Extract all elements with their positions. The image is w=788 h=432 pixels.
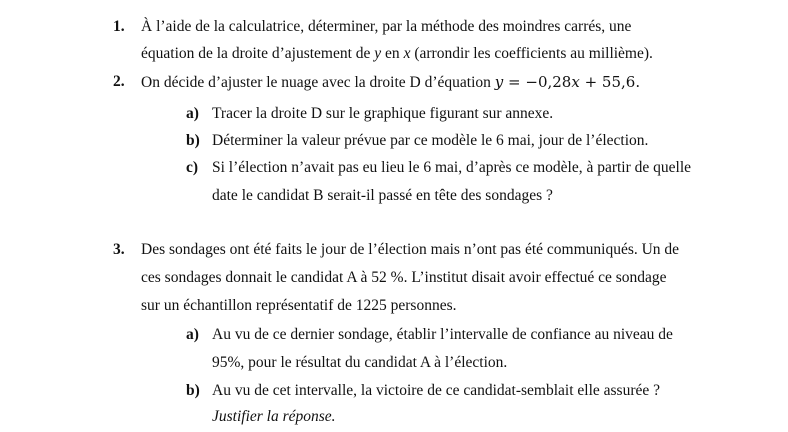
question-2c-text-line-1: Si l’élection n’avait pas eu lieu le 6 mai, d’après ce modèle, à partir de quelle [212, 159, 692, 176]
question-3-text-line-2: ces sondages donnait le candidat A à 52 %. L’institut disait avoir effectué ce sondage [141, 269, 667, 286]
question-3b-text-line-2: Justifier la réponse. [212, 408, 336, 425]
question-2c-text-line-2: date le candidat B serait-il passé en tête des sondages ? [212, 187, 553, 204]
variable-y: y [374, 45, 382, 62]
question-1-text-part-b: en [381, 45, 404, 62]
question-2-text [141, 72, 640, 93]
question-2-number: 2. [113, 73, 125, 90]
question-3-number: 3. [113, 241, 125, 258]
question-1-text-line-2 [141, 44, 653, 64]
question-3a-label: a) [186, 326, 199, 343]
question-2c-label: c) [186, 159, 199, 176]
equation-end: + 55,6. [579, 73, 641, 91]
question-2a-label: a) [186, 105, 199, 122]
question-3b-label: b) [186, 382, 200, 399]
variable-x: x [403, 45, 411, 62]
question-1-number: 1. [113, 18, 125, 35]
question-3a-text-line-1: Au vu de ce dernier sondage, établir l’intervalle de confiance au niveau de [212, 326, 673, 343]
question-3-text-line-3: sur un échantillon représentatif de 1225 personnes. [141, 297, 457, 314]
question-3a-text-line-2: 95%, pour le résultat du candidat A à l’élection. [212, 354, 508, 371]
question-3b-text-line-1: Au vu de cet intervalle, la victoire de ce candidat-semblait elle assurée ? [212, 382, 661, 399]
equation-middle: = −0,28 [503, 73, 572, 91]
question-1-text-part-c: (arrondir les coefficients au millième). [410, 45, 653, 62]
question-2a-text: Tracer la droite D sur le graphique figurant sur annexe. [212, 105, 554, 122]
question-2b-label: b) [186, 132, 200, 149]
question-1-text-line-1: À l’aide de la calculatrice, déterminer, par la méthode des moindres carrés, une [141, 18, 632, 35]
question-2-text-body: On décide d’ajuster le nuage avec la droite D d’équation [141, 74, 495, 91]
question-3-text-line-1: Des sondages ont été faits le jour de l’élection mais n’ont pas été communiqués. Un de [141, 241, 680, 258]
equation-x: x [571, 73, 580, 91]
question-2b-text: Déterminer la valeur prévue par ce modèle le 6 mai, jour de l’élection. [212, 132, 649, 149]
equation-y: y [494, 73, 504, 91]
question-1-text-part-a: équation de la droite d’ajustement de [141, 45, 375, 62]
